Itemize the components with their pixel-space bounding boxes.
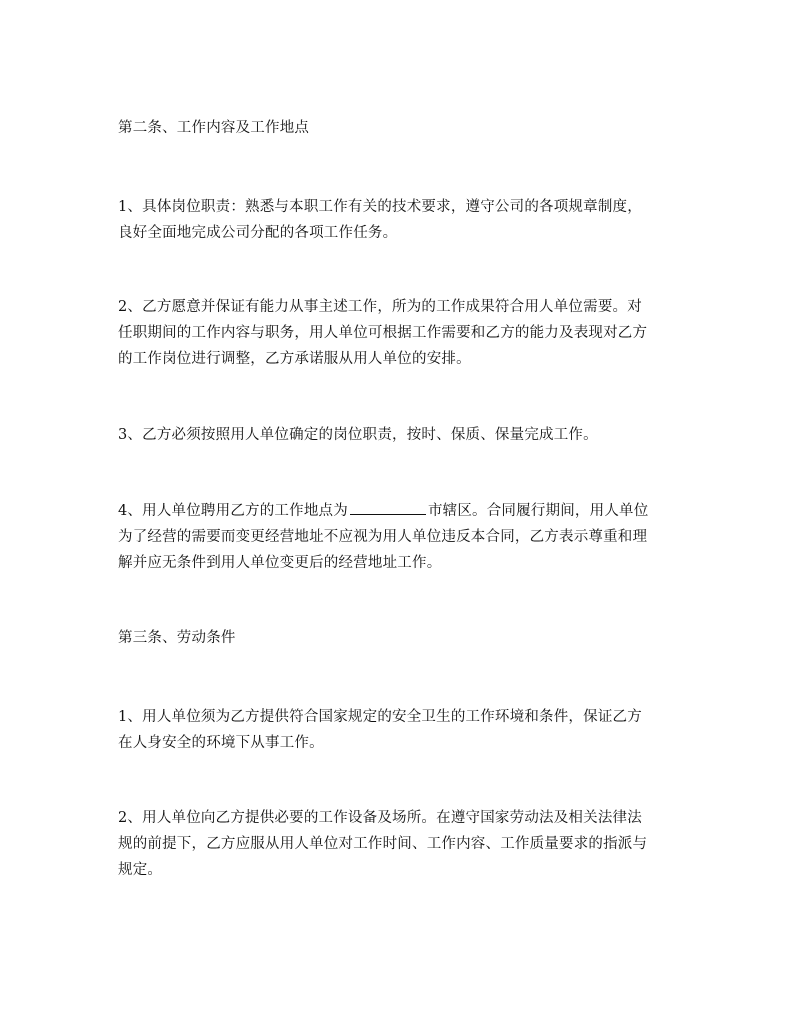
article3-heading [118, 625, 684, 651]
article2-item2 [118, 294, 684, 372]
article2-item2-line1: 2、乙方愿意并保证有能力从事主述工作，所为的工作成果符合用人单位需要。对 [118, 299, 642, 315]
article3-item1-line2: 在人身安全的环境下从事工作。 [118, 735, 324, 751]
article3-item2 [118, 805, 684, 883]
article3-item1-line1: 1、用人单位须为乙方提供符合国家规定的安全卫生的工作环境和条件，保证乙方 [118, 709, 642, 725]
article3-item2-line3: 规定。 [118, 862, 163, 878]
article2-item4-line1 [118, 498, 684, 524]
article2-heading [118, 115, 684, 141]
article3-item2-line2: 规的前提下，乙方应服从用人单位对工作时间、工作内容、工作质量要求的指派与 [118, 836, 648, 852]
article2-item1 [118, 194, 684, 246]
workplace-blank-field [350, 500, 426, 515]
article2-item3 [118, 422, 684, 448]
article2-heading-text: 第二条、工作内容及工作地点 [118, 120, 310, 136]
article2-item4-line1-before: 4、用人单位聘用乙方的工作地点为 [118, 503, 348, 519]
article2-item1-line2: 良好全面地完成公司分配的各项工作任务。 [118, 225, 398, 241]
article2-item4-line2: 为了经营的需要而变更经营地址不应视为用人单位违反本合同，乙方表示尊重和理 [118, 529, 648, 545]
article3-item2-line1: 2、用人单位向乙方提供必要的工作设备及场所。在遵守国家劳动法及相关法律法 [118, 810, 642, 826]
article2-item2-line2: 任职期间的工作内容与职务，用人单位可根据工作需要和乙方的能力及表现对乙方 [118, 325, 648, 341]
article2-item2-line3: 的工作岗位进行调整，乙方承诺服从用人单位的安排。 [118, 351, 471, 367]
article2-item3-line1: 3、乙方必须按照用人单位确定的岗位职责，按时、保质、保量完成工作。 [118, 427, 598, 443]
article2-item1-line1: 1、具体岗位职责：熟悉与本职工作有关的技术要求，遵守公司的各项规章制度， [118, 199, 642, 215]
article2-item4 [118, 498, 684, 576]
article2-item4-line1-after: 市辖区。合同履行期间，用人单位 [427, 503, 649, 519]
article3-heading-text: 第三条、劳动条件 [118, 630, 236, 646]
article3-item1 [118, 704, 684, 756]
article2-item4-line3: 解并应无条件到用人单位变更后的经营地址工作。 [118, 555, 442, 571]
